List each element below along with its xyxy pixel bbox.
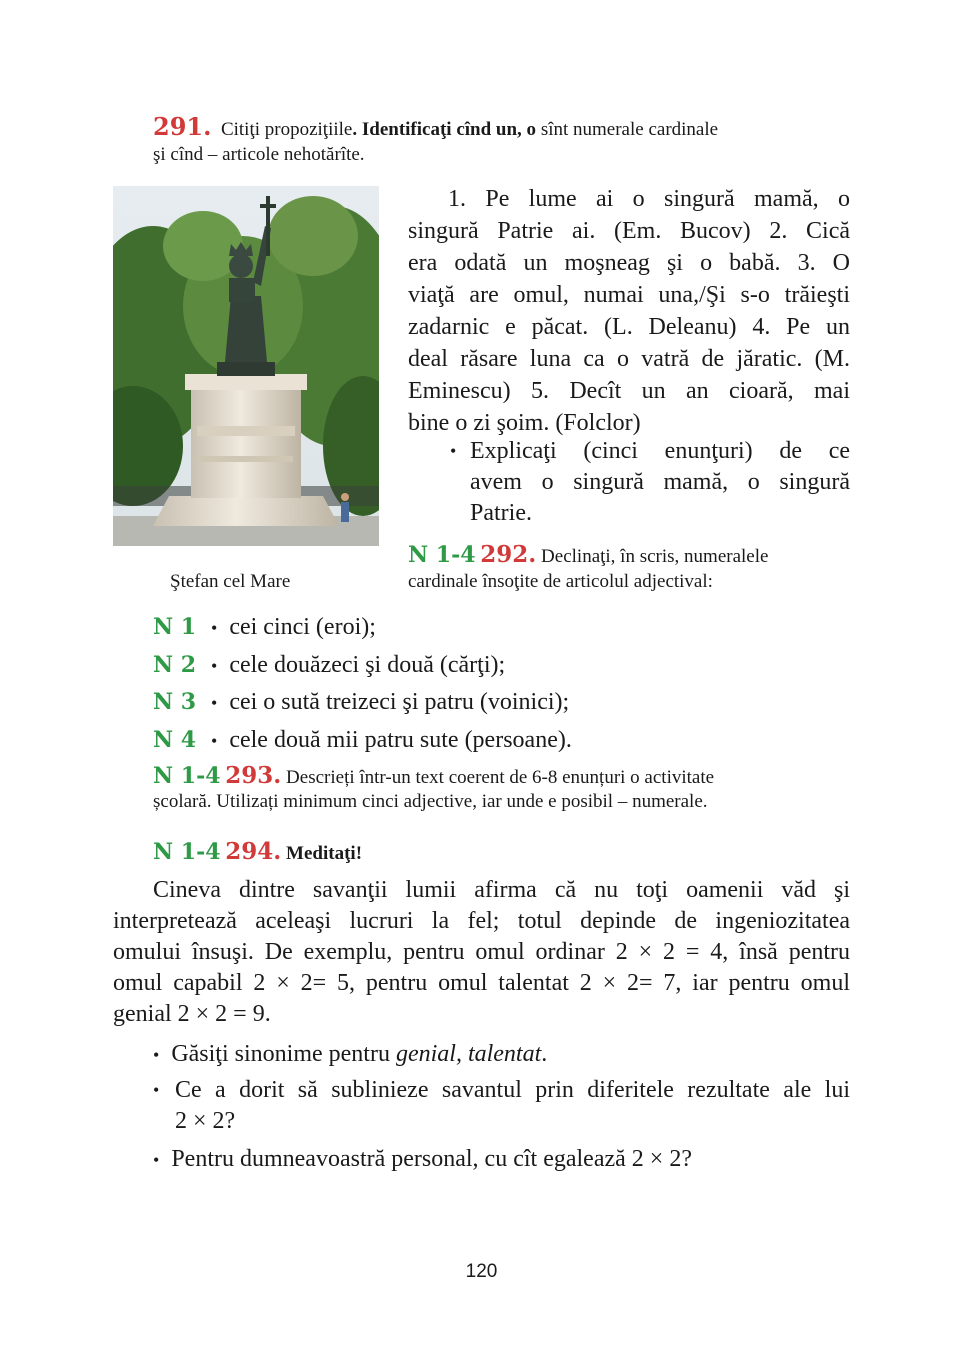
ex294-number: 294. — [225, 838, 282, 865]
bullet-line: Explicaţi (cinci enunţuri) de ce — [470, 438, 850, 464]
text-line: zadarnic e păcat. (L. Deleanu) 4. Pe un — [408, 314, 850, 340]
ex294-question-2: • Ce a dorit să sublinieze savantul prin diferitele rezultate ale lui 2 × 2? — [153, 1077, 850, 1134]
para-line: Cineva dintre savanţii lumii afirma că nu toţi oamenii văd şi — [153, 877, 850, 903]
text-line: Eminescu) 5. Decît un an cioară, mai — [408, 378, 850, 404]
ex293-line2: școlară. Utilizați minimum cinci adjective, iar unde e posibil – numerale. — [153, 791, 708, 812]
ex293-level-label: N 1-4 — [153, 763, 221, 789]
text-line: 1. Pe lume ai o singură mamă, o — [448, 186, 850, 212]
ex291-bullet — [450, 436, 850, 529]
para-line: omului însuşi. De exemplu, pentru omul ordinar 2 × 2 = 4, însă pentru — [113, 939, 850, 965]
ex294-header — [153, 838, 362, 865]
stefan-cel-mare-statue-image — [113, 186, 379, 546]
ex294-level-label: N 1-4 — [153, 839, 221, 865]
para-line: interpretează aceleaşi lucruri la fel; totul depinde de ingeniozitatea — [113, 908, 850, 934]
page-number: 120 — [465, 1261, 498, 1282]
text-line: bine o zi şoim. (Folclor) — [408, 410, 641, 436]
list-item: N 4 • cele două mii patru sute (persoane). — [153, 726, 572, 753]
ex291-instruction-line2: şi cînd – articole nehotărîte. — [153, 144, 365, 165]
ex293-line1: Descrieți într-un text coerent de 6-8 enunțuri o activitate — [286, 767, 715, 788]
list-item: N 1 • cei cinci (eroi); — [153, 614, 376, 640]
ex294-title: Meditaţi! — [286, 843, 363, 864]
ex293-number: 293. — [225, 762, 282, 789]
ex291-header — [153, 112, 718, 141]
ex293-header — [153, 762, 714, 789]
ex292-items — [153, 609, 572, 759]
ex292-header — [408, 541, 768, 568]
ex292-level-label: N 1-4 — [408, 542, 476, 568]
ex294-question-1: • Găsiţi sinonime pentru genial, talentat. — [153, 1041, 548, 1067]
bullet: • — [153, 1045, 160, 1065]
text-line: singură Patrie ai. (Em. Bucov) 2. Cică — [408, 218, 850, 244]
list-item: N 2 • cele douăzeci şi două (cărţi); — [153, 651, 506, 678]
bullet: • — [450, 441, 457, 461]
ex291-text — [408, 183, 850, 439]
image-caption: Ştefan cel Mare — [170, 571, 291, 592]
ex294-paragraph — [113, 875, 850, 1030]
ex294-question-3: • Pentru dumneavoastră personal, cu cît egalează 2 × 2? — [153, 1146, 692, 1172]
text-line: deal răsare luna ca o vatră de jăratic. (M. — [408, 346, 850, 372]
ex291-bold-words: un, o — [495, 119, 537, 140]
para-line: omul capabil 2 × 2= 5, pentru omul talentat 2 × 2= 7, iar pentru omul — [113, 970, 850, 996]
text-line: era odată un moşneag şi o babă. 3. O — [408, 250, 850, 276]
list-item: N 3 • cei o sută treizeci şi patru (voinici); — [153, 689, 570, 715]
ex292-instruction-line1: Declinaţi, în scris, numeralele — [541, 546, 769, 567]
text-line: viaţă are omul, numai una,/Şi s-o trăieşti — [408, 282, 850, 308]
bullet-line: avem o singură mamă, o singură — [470, 469, 850, 495]
ex291-number: 291. — [153, 112, 212, 141]
ex292-number: 292. — [480, 541, 537, 568]
para-line: genial 2 × 2 = 9. — [113, 1001, 271, 1027]
ex291-instruction: Citiţi propoziţiile. Identificaţi cînd un, o sînt numerale cardinale — [220, 119, 719, 140]
bullet: • — [153, 1150, 160, 1170]
bullet: • — [153, 1080, 160, 1100]
bullet-line: Patrie. — [470, 500, 532, 526]
ex292-instruction-line2: cardinale însoţite de articolul adjectival: — [408, 571, 713, 592]
